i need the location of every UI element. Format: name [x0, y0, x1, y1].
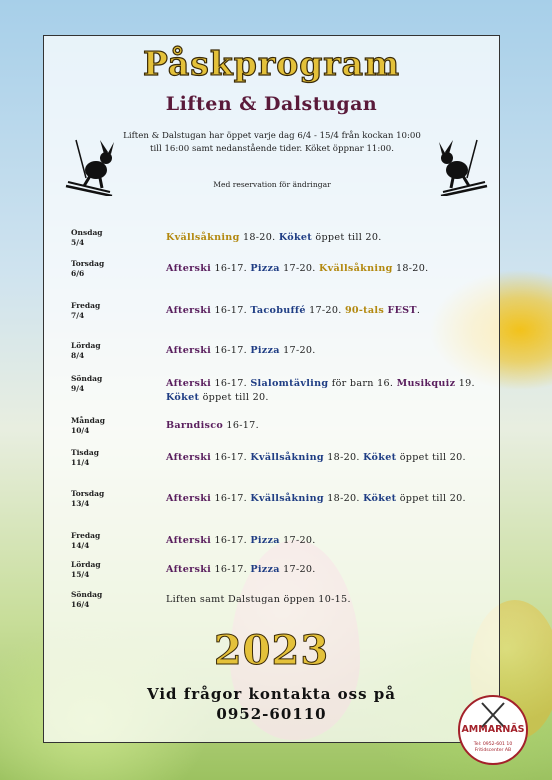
schedule-event	[166, 534, 486, 548]
event-text: Liften samt Dalstugan öppen 10-15.	[166, 594, 351, 605]
event-highlight: Afterski	[166, 493, 212, 504]
event-highlight: Kvällsåkning	[250, 493, 324, 504]
event-highlight: Afterski	[166, 535, 212, 546]
page-title: Påskprogram	[143, 44, 400, 83]
contact-info	[43, 684, 500, 724]
event-text: .	[416, 305, 421, 316]
schedule-day	[71, 531, 100, 551]
day-date: 11/4	[71, 458, 90, 467]
event-text: 19.	[455, 378, 475, 389]
day-name: Torsdag	[71, 259, 105, 268]
schedule-event	[166, 231, 486, 245]
event-highlight: Kvällsåkning	[319, 263, 393, 274]
event-text: 16-17.	[211, 564, 251, 575]
event-text: 18-20.	[239, 232, 279, 243]
event-highlight: Pizza	[250, 263, 280, 274]
event-highlight: Afterski	[166, 305, 212, 316]
event-highlight: 90-tals	[344, 305, 385, 316]
day-date: 14/4	[71, 541, 90, 550]
schedule-event	[166, 262, 486, 276]
day-date: 8/4	[71, 351, 85, 360]
event-highlight: Köket	[363, 493, 397, 504]
event-text: 16-17.	[223, 420, 259, 431]
event-text: för barn 16.	[328, 378, 397, 389]
skiing-bunny-icon	[435, 138, 491, 196]
event-highlight: Kvällsåkning	[166, 232, 240, 243]
event-highlight: FEST	[387, 305, 417, 316]
day-date: 10/4	[71, 426, 90, 435]
event-highlight: Kvällsåkning	[250, 452, 324, 463]
event-text: 16-17.	[211, 493, 251, 504]
schedule-day	[71, 259, 104, 279]
event-highlight: Slalomtävling	[250, 378, 329, 389]
event-text: 18-20.	[323, 452, 364, 463]
event-text: 16-17.	[211, 535, 251, 546]
schedule-event	[166, 344, 486, 358]
day-name: Måndag	[71, 416, 105, 425]
event-highlight: Afterski	[166, 452, 212, 463]
schedule-event	[166, 304, 486, 318]
event-text: 17-20.	[279, 564, 316, 575]
event-text: 17-20.	[279, 535, 316, 546]
day-date: 16/4	[71, 600, 90, 609]
skiing-bunny-icon	[62, 138, 118, 196]
event-highlight: Afterski	[166, 378, 212, 389]
schedule-event	[166, 593, 486, 607]
day-date: 13/4	[71, 499, 90, 508]
schedule-event	[166, 492, 486, 506]
schedule-day	[71, 448, 99, 468]
schedule-event	[166, 451, 486, 465]
schedule-day	[71, 301, 100, 321]
event-highlight: Köket	[278, 232, 313, 243]
page-subtitle: Liften & Dalstugan	[165, 93, 378, 115]
day-name: Söndag	[71, 374, 103, 383]
event-text: 17-20.	[279, 345, 316, 356]
schedule-day	[71, 560, 101, 580]
event-text: 16-17.	[211, 345, 251, 356]
event-text: 16-17.	[211, 305, 251, 316]
event-highlight: Barndisco	[166, 420, 224, 431]
event-text: öppet till 20.	[396, 452, 466, 463]
day-date: 7/4	[71, 311, 85, 320]
schedule-day	[71, 590, 102, 610]
year-label: 2023	[213, 627, 330, 674]
event-text: 18-20.	[392, 263, 429, 274]
event-highlight: Pizza	[250, 564, 280, 575]
schedule-day	[71, 341, 101, 361]
day-name: Torsdag	[71, 489, 105, 498]
event-text: 18-20.	[323, 493, 364, 504]
logo-tel	[460, 742, 526, 754]
event-text: 16-17.	[211, 378, 251, 389]
event-text: 17-20.	[279, 263, 320, 274]
logo-name: AMMARNÄS	[461, 724, 525, 735]
event-text: 16-17.	[211, 452, 251, 463]
contact-phone: 0952-60110	[216, 705, 327, 723]
event-text: öppet till 20.	[312, 232, 382, 243]
schedule-event	[166, 563, 486, 577]
ammarnas-logo	[458, 695, 528, 765]
schedule-day	[71, 416, 105, 436]
event-highlight: Pizza	[250, 345, 280, 356]
day-name: Onsdag	[71, 228, 103, 237]
day-name: Tisdag	[71, 448, 100, 457]
schedule-event	[166, 377, 486, 405]
event-highlight: Köket	[363, 452, 397, 463]
schedule-day	[71, 228, 103, 248]
logo-company: Fritidscenter AB	[474, 748, 512, 753]
day-date: 15/4	[71, 570, 90, 579]
day-name: Fredag	[71, 531, 101, 540]
schedule-day	[71, 374, 102, 394]
event-highlight: Musikquiz	[396, 378, 456, 389]
event-text: 17-20.	[305, 305, 345, 316]
day-date: 6/6	[71, 269, 85, 278]
day-name: Söndag	[71, 590, 103, 599]
day-name: Lördag	[71, 560, 101, 569]
event-highlight: Pizza	[250, 535, 280, 546]
event-highlight: Afterski	[166, 263, 212, 274]
day-name: Lördag	[71, 341, 101, 350]
intro-text: Liften & Dalstugan har öppet varje dag 6/4 - 15/4 från kockan 10:00 till 16:00 samt nedanstående tider. Köket öppnar 11:00.	[123, 131, 421, 154]
day-date: 9/4	[71, 384, 85, 393]
schedule-day	[71, 489, 104, 509]
event-text: öppet till 20.	[199, 392, 269, 403]
event-highlight: Afterski	[166, 345, 212, 356]
day-date: 5/4	[71, 238, 85, 247]
schedule-event	[166, 419, 486, 433]
reservation-note: Med reservation för ändringar	[213, 180, 331, 189]
logo-phone: Tel: 0952-601 10	[473, 742, 513, 747]
event-text: öppet till 20.	[396, 493, 466, 504]
event-highlight: Köket	[166, 392, 200, 403]
event-highlight: Afterski	[166, 564, 212, 575]
event-text: 16-17.	[211, 263, 251, 274]
day-name: Fredag	[71, 301, 101, 310]
event-highlight: Tacobuffé	[250, 305, 306, 316]
contact-line: Vid frågor kontakta oss på	[146, 685, 396, 703]
